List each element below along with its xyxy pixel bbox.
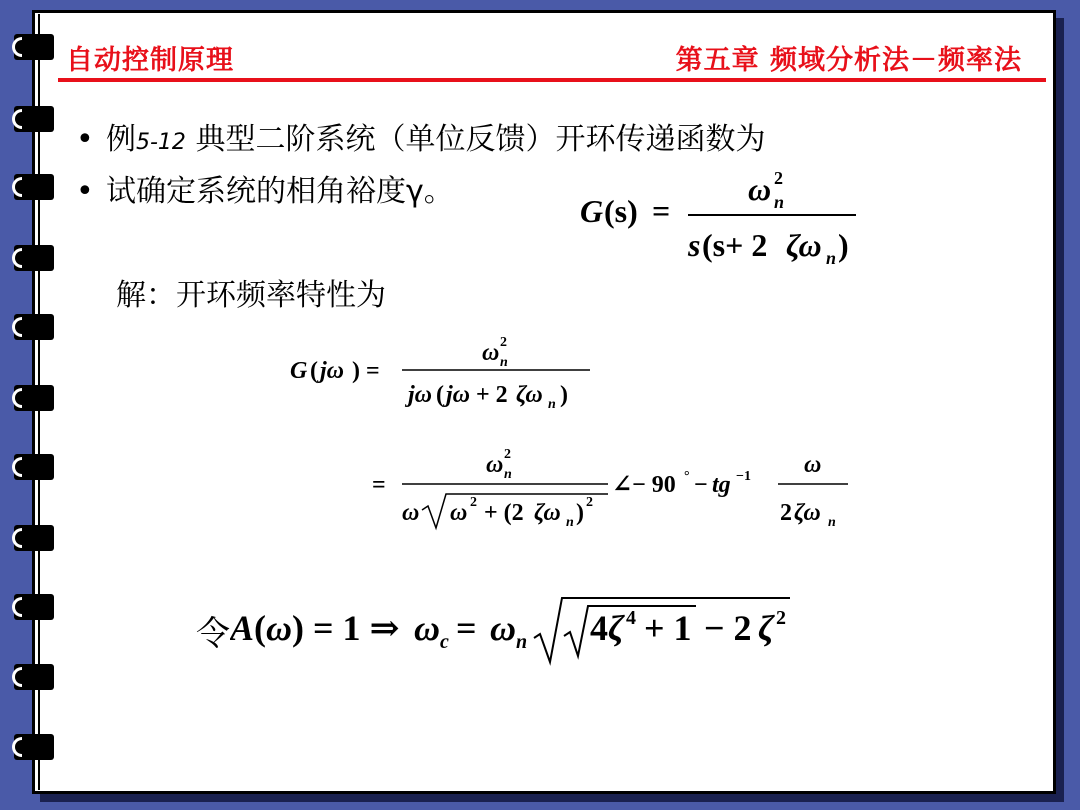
svg-text:tg: tg xyxy=(712,472,731,498)
svg-text:=: = xyxy=(652,193,671,229)
svg-text:ω: ω xyxy=(486,452,504,478)
svg-text:∠− 90: ∠− 90 xyxy=(612,472,676,498)
formula-frequency-response xyxy=(290,330,610,425)
svg-text:−: − xyxy=(694,472,708,498)
svg-text:ζω: ζω xyxy=(786,227,822,263)
svg-text:=: = xyxy=(372,472,386,498)
svg-text:G: G xyxy=(290,358,308,384)
binder-ring xyxy=(14,525,54,551)
svg-text:ζ: ζ xyxy=(758,608,774,648)
binder-ring xyxy=(14,454,54,480)
svg-text:2: 2 xyxy=(780,500,792,526)
svg-text:+ 2: + 2 xyxy=(476,382,508,408)
header-divider xyxy=(58,78,1046,82)
svg-text:): ) xyxy=(560,382,568,408)
svg-text:jω: jω xyxy=(320,358,345,384)
binder-ring xyxy=(14,174,54,200)
bullet-dot: • xyxy=(76,174,94,209)
example-text: 典型二阶系统（单位反馈）开环传递函数为 xyxy=(185,122,766,157)
binder-ring xyxy=(14,385,54,411)
svg-text:+ (2: + (2 xyxy=(484,500,524,526)
svg-text:(: ( xyxy=(310,358,318,384)
binder-ring xyxy=(14,34,54,60)
example-prefix: 例 xyxy=(106,122,136,157)
svg-text:2: 2 xyxy=(774,168,783,188)
svg-text:A: A xyxy=(230,608,255,648)
svg-text:ζω: ζω xyxy=(534,500,561,526)
binder-ring xyxy=(14,664,54,690)
svg-text:ζ: ζ xyxy=(608,608,624,648)
solution-label: 解：开环频率特性为 xyxy=(116,278,386,313)
svg-text:2: 2 xyxy=(504,447,511,462)
svg-text:): ) xyxy=(576,500,584,526)
svg-text:(s+ 2: (s+ 2 xyxy=(702,227,768,263)
binder-ring xyxy=(14,245,54,271)
svg-text:G: G xyxy=(580,193,604,229)
svg-text:n: n xyxy=(566,515,574,530)
svg-text:(: ( xyxy=(436,382,444,408)
chapter-title: 第五章 频域分析法－频率法 xyxy=(675,45,1022,76)
svg-text:ω: ω xyxy=(482,340,500,366)
svg-text:2: 2 xyxy=(500,335,507,350)
svg-text:+ 1: + 1 xyxy=(644,608,692,648)
svg-text:2: 2 xyxy=(470,495,477,510)
svg-text:− 2: − 2 xyxy=(704,608,752,648)
svg-text:ω: ω xyxy=(748,171,772,207)
formula-crossover-frequency xyxy=(230,590,800,675)
svg-text:ω: ω xyxy=(490,608,517,648)
example-number: 5-12 xyxy=(136,130,186,155)
svg-text:n: n xyxy=(516,631,528,653)
svg-text:n: n xyxy=(826,248,837,268)
svg-text:n: n xyxy=(504,467,512,482)
svg-text:jω: jω xyxy=(408,382,433,408)
svg-text:(: ( xyxy=(254,608,266,648)
svg-text:4: 4 xyxy=(626,607,636,629)
svg-text:ω: ω xyxy=(450,500,468,526)
svg-text:n: n xyxy=(828,515,836,530)
svg-text:2: 2 xyxy=(776,607,786,629)
binder-ring xyxy=(14,106,54,132)
final-prefix: 令 xyxy=(196,614,230,654)
svg-text:ω: ω xyxy=(402,500,420,526)
svg-text:jω: jω xyxy=(446,382,471,408)
task-text: 试确定系统的相角裕度γ。 xyxy=(106,174,454,209)
svg-text:ζω: ζω xyxy=(516,382,543,408)
bullet-task xyxy=(76,166,454,210)
formula-magnitude-phase xyxy=(372,440,862,545)
svg-text:s: s xyxy=(688,227,701,263)
svg-text:4: 4 xyxy=(590,608,608,648)
svg-text:°: ° xyxy=(684,469,690,484)
svg-text:n: n xyxy=(548,397,556,412)
svg-text:ω: ω xyxy=(266,608,293,648)
binder-ring xyxy=(14,734,54,760)
binder-ring xyxy=(14,314,54,340)
binder-ring xyxy=(14,594,54,620)
formula-open-loop-tf xyxy=(580,160,870,275)
svg-text:2: 2 xyxy=(586,495,593,510)
bullet-dot: • xyxy=(76,122,94,157)
svg-text:ζω: ζω xyxy=(794,500,821,526)
svg-text:n: n xyxy=(774,192,785,212)
svg-text:c: c xyxy=(440,631,449,653)
svg-text:ω: ω xyxy=(804,452,822,478)
svg-text:) =: ) = xyxy=(352,358,380,384)
svg-text:): ) xyxy=(838,227,849,263)
bullet-example xyxy=(76,114,765,158)
svg-text:−1: −1 xyxy=(736,469,751,484)
svg-text:n: n xyxy=(500,355,508,370)
svg-text:ω: ω xyxy=(414,608,441,648)
svg-text:=: = xyxy=(456,608,477,648)
svg-text:) = 1 ⇒: ) = 1 ⇒ xyxy=(292,608,400,648)
svg-text:(s): (s) xyxy=(604,193,638,229)
course-title: 自动控制原理 xyxy=(66,45,234,76)
